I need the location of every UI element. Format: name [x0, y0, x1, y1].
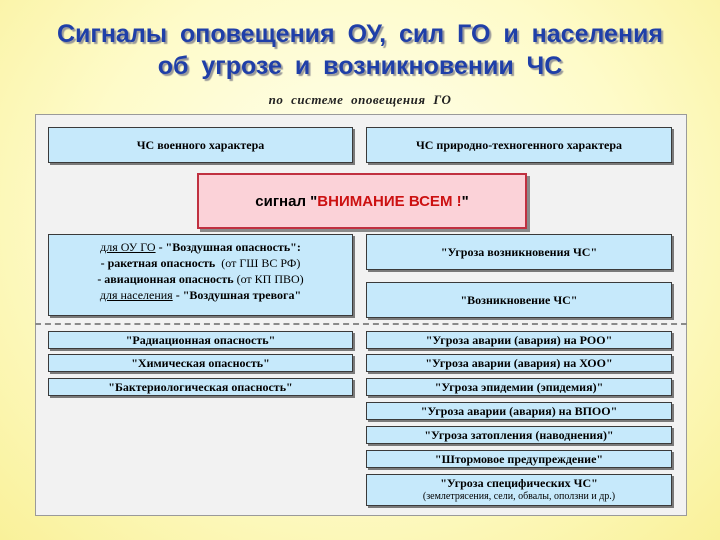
military-signals-block — [48, 234, 353, 316]
military-line-3 — [49, 271, 352, 287]
for-ou-go-label: для ОУ ГО — [100, 240, 156, 254]
signal-hoo: "Угроза аварии (авария) на ХОО" — [366, 354, 672, 372]
missile-danger-label: - ракетная опасность — [100, 256, 216, 270]
signal-bacteriological: "Бактериологическая опасность" — [48, 378, 353, 396]
signal-storm: "Штормовое предупреждение" — [366, 450, 672, 468]
specific-emergency-title: "Угроза специфических ЧС" — [440, 476, 598, 490]
aviation-danger-label: - авиационная опасность — [97, 272, 234, 286]
signal-radiation: "Радиационная опасность" — [48, 331, 353, 349]
signal-threat-of-emergency: "Угроза возникновения ЧС" — [366, 234, 672, 270]
dashed-divider — [35, 323, 687, 325]
signal-emergency-occurrence: "Возникновение ЧС" — [366, 282, 672, 318]
air-alarm-label: - "Воздушная тревога" — [172, 288, 302, 302]
missile-danger-source: (от ГШ ВС РФ) — [221, 256, 301, 270]
specific-emergency-note: (землетрясения, сели, обвалы, оползни и др.) — [422, 491, 616, 502]
military-line-4 — [49, 287, 352, 303]
title-line-1: Сигналы оповещения ОУ, сил ГО и населения — [56, 20, 664, 48]
signal-roo: "Угроза аварии (авария) на РОО" — [366, 331, 672, 349]
alert-highlight: ВНИМАНИЕ ВСЕМ ! — [317, 192, 462, 210]
for-population-label: для населения — [99, 288, 173, 302]
signal-chemical: "Химическая опасность" — [48, 354, 353, 372]
signal-flood: "Угроза затопления (наводнения)" — [366, 426, 672, 444]
signal-vpoo: "Угроза аварии (авария) на ВПОО" — [366, 402, 672, 420]
alert-prefix: сигнал " — [255, 192, 318, 210]
subtitle: по системе оповещения ГО — [268, 92, 452, 107]
title-line-2: об угрозе и возникновении ЧС — [157, 52, 563, 80]
alert-signal-box — [197, 173, 527, 229]
page-title — [0, 18, 720, 82]
category-natural-technogenic: ЧС природно-техногенного характера — [366, 127, 672, 163]
alert-suffix: " — [461, 192, 469, 210]
aviation-danger-source: (от КП ПВО) — [236, 272, 304, 286]
air-danger-label: - "Воздушная опасность": — [155, 240, 301, 254]
signal-specific-emergency — [366, 474, 672, 506]
signal-epidemic: "Угроза эпидемии (эпидемия)" — [366, 378, 672, 396]
category-military: ЧС военного характера — [48, 127, 353, 163]
military-line-2 — [49, 255, 352, 271]
military-line-1 — [49, 239, 352, 255]
